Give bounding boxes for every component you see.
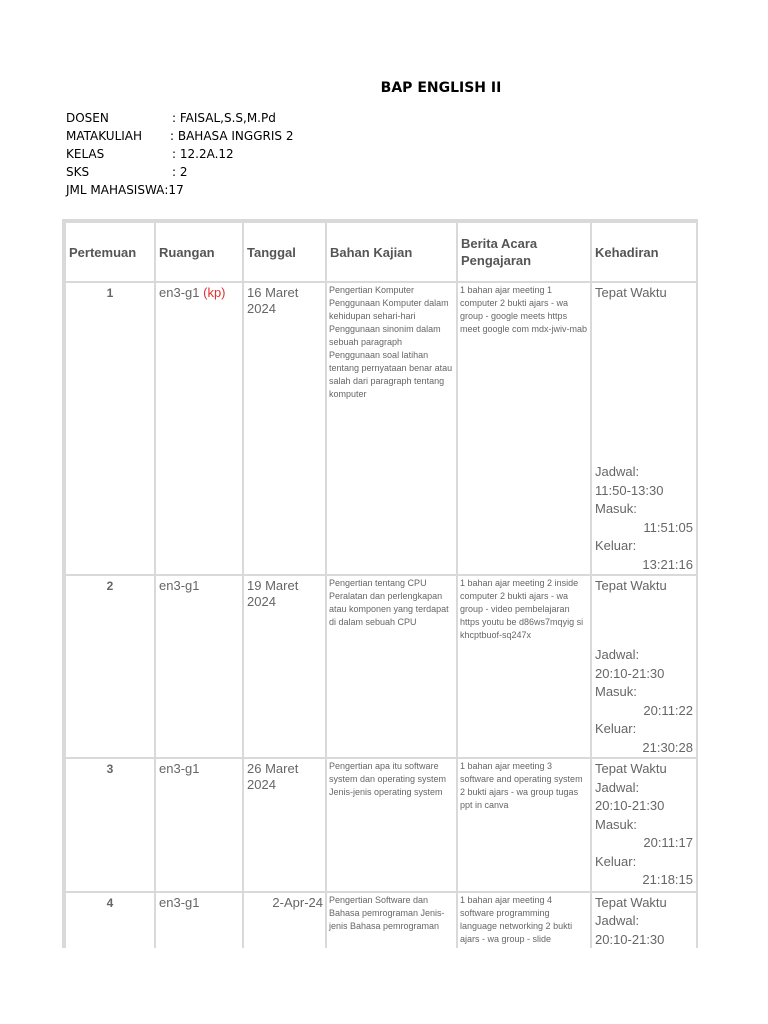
- masuk-value: 20:11:17: [643, 835, 693, 850]
- meta-row-dosen: [66, 109, 293, 127]
- report-cell: 1 bahan ajar meeting 3 software and operating system 2 bukti ajars - wa group tugas ppt in canva: [457, 758, 591, 892]
- document-title: BAP ENGLISH II: [380, 80, 502, 96]
- topic-cell: Pengertian tentang CPU Peralatan dan perlengkapan atau komponen yang terdapat di dalam sebuah CPU: [326, 575, 457, 758]
- masuk-label: Masuk:: [595, 501, 637, 516]
- keluar-value: 21:18:15: [642, 872, 693, 887]
- meta-label: DOSEN: [66, 111, 109, 125]
- jadwal-label: Jadwal:: [595, 779, 640, 795]
- meeting-number: 1: [65, 282, 155, 575]
- report-cell: 1 bahan ajar meeting 4 software programming language networking 2 bukti ajars - wa group - slide: [457, 892, 591, 949]
- attendance-table: [64, 221, 698, 948]
- attendance-table-container: [62, 219, 698, 948]
- course-info: [66, 109, 293, 199]
- report-cell: 1 bahan ajar meeting 2 inside computer 2 bukti ajars - wa group - video pembelajaran https youtu be d86ws7mqyig si khcptbuof-sq247x: [457, 575, 591, 758]
- room-name: en3-g1: [159, 285, 200, 300]
- room-name: en3-g1: [159, 761, 200, 776]
- meta-label: SKS: [66, 165, 90, 179]
- keluar-value: 13:21:16: [642, 556, 693, 572]
- jadwal-value: 20:10-21:30: [595, 798, 665, 813]
- table-header-row: [65, 222, 697, 282]
- attendance-cell: [591, 758, 697, 892]
- attendance-status: Tepat Waktu: [595, 285, 667, 300]
- meta-label: MATAKULIAH: [66, 129, 143, 143]
- room-tag: (kp): [203, 285, 226, 300]
- keluar-label: Keluar:: [595, 853, 637, 869]
- table-row: [65, 575, 697, 758]
- masuk-label: Masuk:: [595, 816, 637, 832]
- table-row: [65, 892, 697, 949]
- report-cell: 1 bahan ajar meeting 1 computer 2 bukti ajars - wa group - google meets https meet google com mdx-jwiv-mab: [457, 282, 591, 575]
- attendance-cell: [591, 575, 697, 758]
- meta-row-jml-mahasiswa: [66, 181, 293, 199]
- date-cell: 16 Maret 2024: [243, 282, 326, 575]
- masuk-value: 11:51:05: [643, 519, 693, 535]
- meta-value: : FAISAL,S.S,M.Pd: [172, 111, 276, 125]
- room-cell: [155, 758, 243, 892]
- header-kehadiran: Kehadiran: [591, 222, 697, 282]
- jadwal-value: 20:10-21:30: [595, 665, 665, 681]
- room-cell: [155, 575, 243, 758]
- attendance-status: Tepat Waktu: [595, 894, 667, 910]
- header-tanggal: Tanggal: [243, 222, 326, 282]
- meta-value: : 12.2A.12: [172, 147, 234, 161]
- keluar-label: Keluar:: [595, 721, 637, 736]
- jadwal-label: Jadwal:: [595, 647, 640, 662]
- header-pertemuan: Pertemuan: [65, 222, 155, 282]
- keluar-value: 21:30:28: [642, 739, 693, 755]
- jadwal-value: 11:50-13:30: [595, 482, 664, 498]
- room-cell: [155, 282, 243, 575]
- room-name: en3-g1: [159, 578, 200, 593]
- meeting-number: 4: [65, 892, 155, 949]
- attendance-status: Tepat Waktu: [595, 761, 667, 776]
- jadwal-label: Jadwal:: [595, 913, 640, 928]
- meta-value: : BAHASA INGGRIS 2: [170, 129, 294, 143]
- header-bahan-kajian: Bahan Kajian: [326, 222, 457, 282]
- attendance-status: Tepat Waktu: [595, 578, 667, 593]
- attendance-times: [595, 646, 693, 757]
- room-name: en3-g1: [159, 894, 200, 910]
- date-cell: 26 Maret 2024: [243, 758, 326, 892]
- meta-row-sks: [66, 163, 293, 181]
- topic-cell: Pengertian Software dan Bahasa pemrograman Jenis-jenis Bahasa pemrograman: [326, 892, 457, 949]
- meta-row-matakuliah: [66, 127, 293, 145]
- header-berita-acara: Berita Acara Pengajaran: [457, 222, 591, 282]
- attendance-cell: [591, 892, 697, 949]
- meta-row-kelas: [66, 145, 293, 163]
- date-cell: 2-Apr-24: [243, 892, 326, 949]
- jadwal-value: 20:10-21:30: [595, 931, 665, 947]
- keluar-label: Keluar:: [595, 538, 637, 553]
- table-row: [65, 758, 697, 892]
- date-cell: 19 Maret 2024: [243, 575, 326, 758]
- attendance-times: [595, 463, 693, 574]
- meta-label: JML MAHASISWA: [66, 183, 165, 197]
- topic-cell: Pengertian Komputer Penggunaan Komputer dalam kehidupan sehari-hari Penggunaan sinonim dalam sebuah paragraph Penggunaan soal latihan tentang pernyataan benar atau salah dari paragraph tentang komputer: [326, 282, 457, 575]
- table-row: [65, 282, 697, 575]
- meeting-number: 3: [65, 758, 155, 892]
- meeting-number: 2: [65, 575, 155, 758]
- meta-value: :17: [164, 183, 184, 197]
- masuk-label: Masuk:: [595, 684, 637, 699]
- meta-label: KELAS: [66, 147, 105, 161]
- header-ruangan: Ruangan: [155, 222, 243, 282]
- meta-value: : 2: [172, 165, 188, 179]
- jadwal-label: Jadwal:: [595, 464, 640, 479]
- attendance-cell: [591, 282, 697, 575]
- topic-cell: Pengertian apa itu software system dan operating system Jenis-jenis operating system: [326, 758, 457, 892]
- masuk-value: 20:11:22: [643, 702, 693, 718]
- room-cell: [155, 892, 243, 949]
